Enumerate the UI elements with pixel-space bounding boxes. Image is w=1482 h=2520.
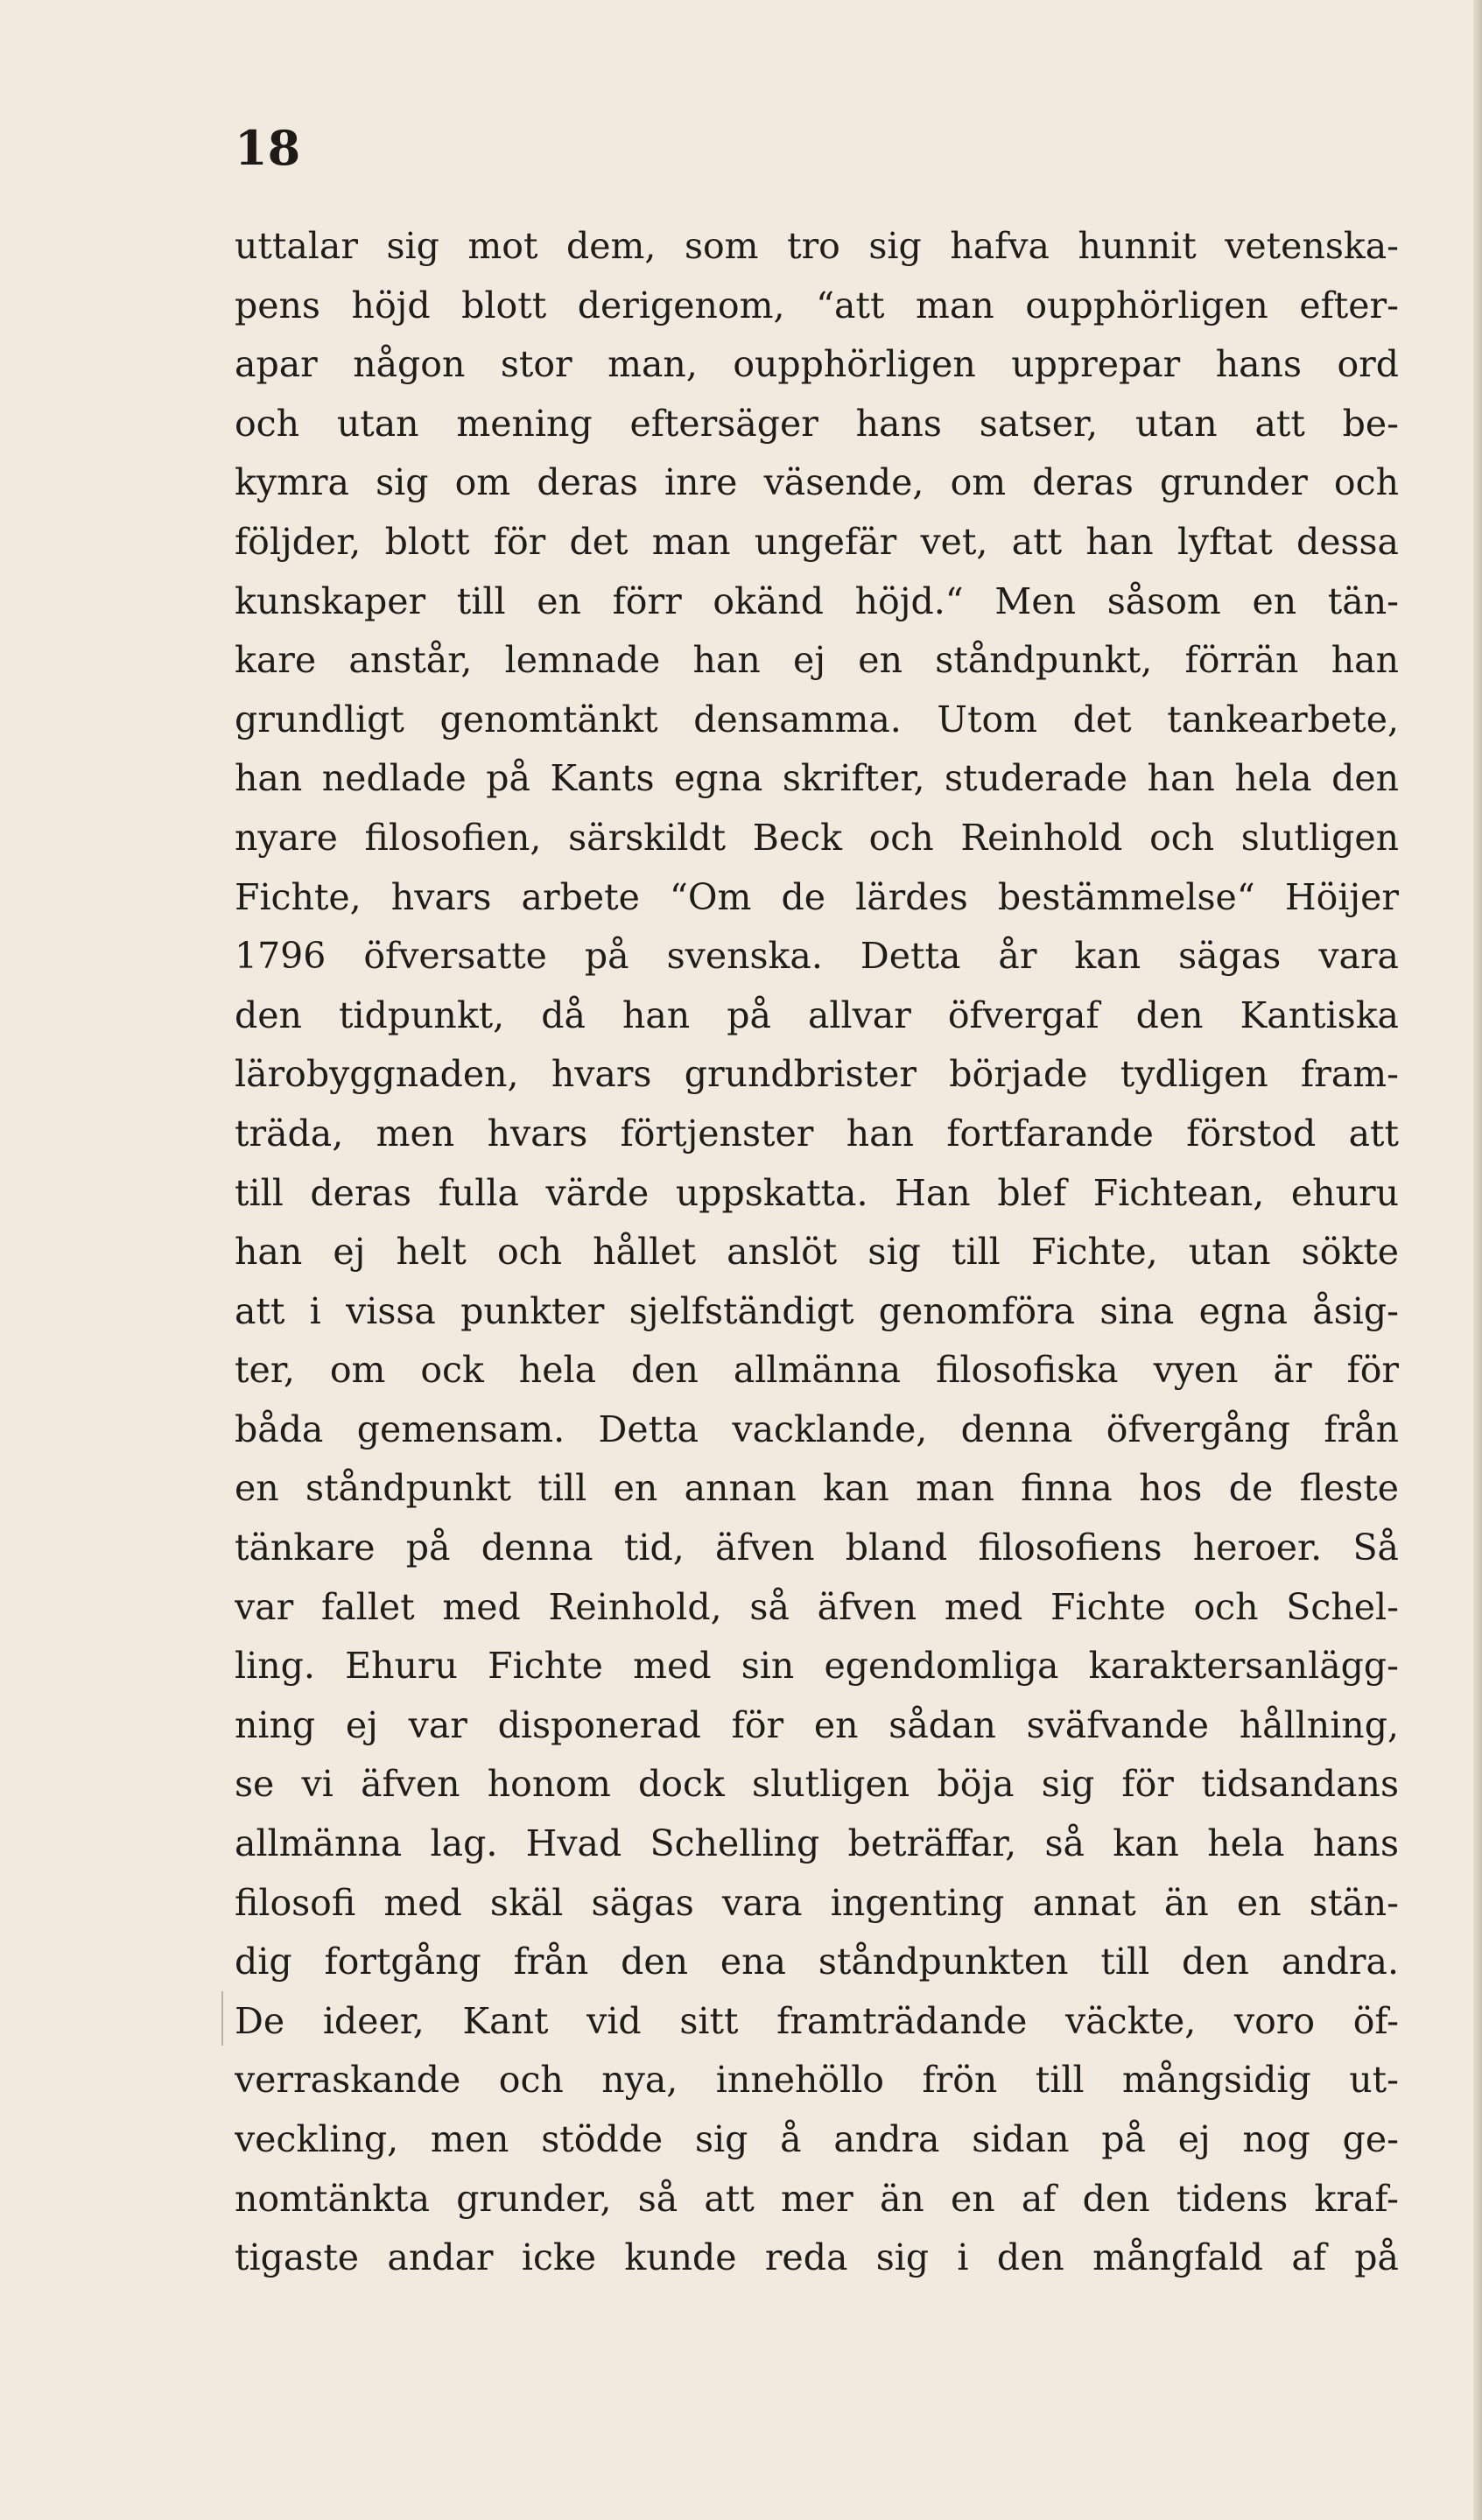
text-line: nomtänkta grunder, så att mer än en af den tidens kraf- bbox=[235, 2177, 1399, 2220]
text-line: kunskaper till en förr okänd höjd.“ Men såsom en tän- bbox=[235, 579, 1399, 622]
text-line: kymra sig om deras inre väsende, om deras grunder och bbox=[235, 461, 1399, 504]
text-line: tigaste andar icke kunde reda sig i den mångfald af på bbox=[235, 2236, 1399, 2279]
page-number: 18 bbox=[235, 120, 301, 176]
page-edge bbox=[1473, 0, 1482, 2520]
text-line: kare anstår, lemnade han ej en ståndpunkt, förrän han bbox=[235, 639, 1399, 682]
text-line: filosofi med skäl sägas vara ingenting annat än en stän- bbox=[235, 1881, 1399, 1924]
text-line: och utan mening eftersäger hans satser, utan att be- bbox=[235, 402, 1399, 445]
body-text bbox=[235, 217, 1399, 2288]
text-line: De ideer, Kant vid sitt framträdande väckte, voro öf- bbox=[235, 1999, 1399, 2042]
text-line: ter, om ock hela den allmänna filosofiska vyen är för bbox=[235, 1349, 1399, 1392]
text-line: grundligt genomtänkt densamma. Utom det tankearbete, bbox=[235, 698, 1399, 741]
text-line: allmänna lag. Hvad Schelling beträffar, så kan hela hans bbox=[235, 1822, 1399, 1865]
text-line: apar någon stor man, oupphörligen upprepar hans ord bbox=[235, 343, 1399, 386]
text-line: ling. Ehuru Fichte med sin egendomliga karaktersanlägg- bbox=[235, 1645, 1399, 1688]
text-line: verraskande och nya, innehöllo frön till mångsidig ut- bbox=[235, 2059, 1399, 2102]
text-line: följder, blott för det man ungefär vet, att han lyftat dessa bbox=[235, 520, 1399, 563]
text-line: han nedlade på Kants egna skrifter, studerade han hela den bbox=[235, 757, 1399, 800]
text-line: 1796 öfversatte på svenska. Detta år kan sägas vara bbox=[235, 935, 1399, 978]
text-line: träda, men hvars förtjenster han fortfarande förstod att bbox=[235, 1112, 1399, 1155]
text-line: ning ej var disponerad för en sådan sväfvande hållning, bbox=[235, 1703, 1399, 1746]
text-line: den tidpunkt, då han på allvar öfvergaf den Kantiska bbox=[235, 993, 1399, 1036]
text-line: nyare filosofien, särskildt Beck och Reinhold och slutligen bbox=[235, 816, 1399, 859]
text-line: lärobyggnaden, hvars grundbrister började tydligen fram- bbox=[235, 1053, 1399, 1096]
text-line: se vi äfven honom dock slutligen böja sig för tidsandans bbox=[235, 1763, 1399, 1806]
text-line: pens höjd blott derigenom, “att man oupphörligen efter- bbox=[235, 284, 1399, 326]
text-line: en ståndpunkt till en annan kan man finna hos de fleste bbox=[235, 1467, 1399, 1510]
text-line: att i vissa punkter sjelfständigt genomföra sina egna åsig- bbox=[235, 1289, 1399, 1332]
text-line: han ej helt och hållet anslöt sig till Fichte, utan sökte bbox=[235, 1231, 1399, 1274]
margin-mark bbox=[221, 1991, 223, 2046]
text-line: Fichte, hvars arbete “Om de lärdes bestämmelse“ Höijer bbox=[235, 875, 1399, 918]
text-line: båda gemensam. Detta vacklande, denna öfvergång från bbox=[235, 1407, 1399, 1450]
text-line: var fallet med Reinhold, så äfven med Fichte och Schel- bbox=[235, 1585, 1399, 1628]
text-line: uttalar sig mot dem, som tro sig hafva hunnit vetenska- bbox=[235, 225, 1399, 267]
text-line: dig fortgång från den ena ståndpunkten till den andra. bbox=[235, 1941, 1399, 1983]
text-line: till deras fulla värde uppskatta. Han blef Fichtean, ehuru bbox=[235, 1171, 1399, 1214]
text-line: tänkare på denna tid, äfven bland filosofiens heroer. Så bbox=[235, 1527, 1399, 1569]
text-line: veckling, men stödde sig å andra sidan på ej nog ge- bbox=[235, 2118, 1399, 2160]
